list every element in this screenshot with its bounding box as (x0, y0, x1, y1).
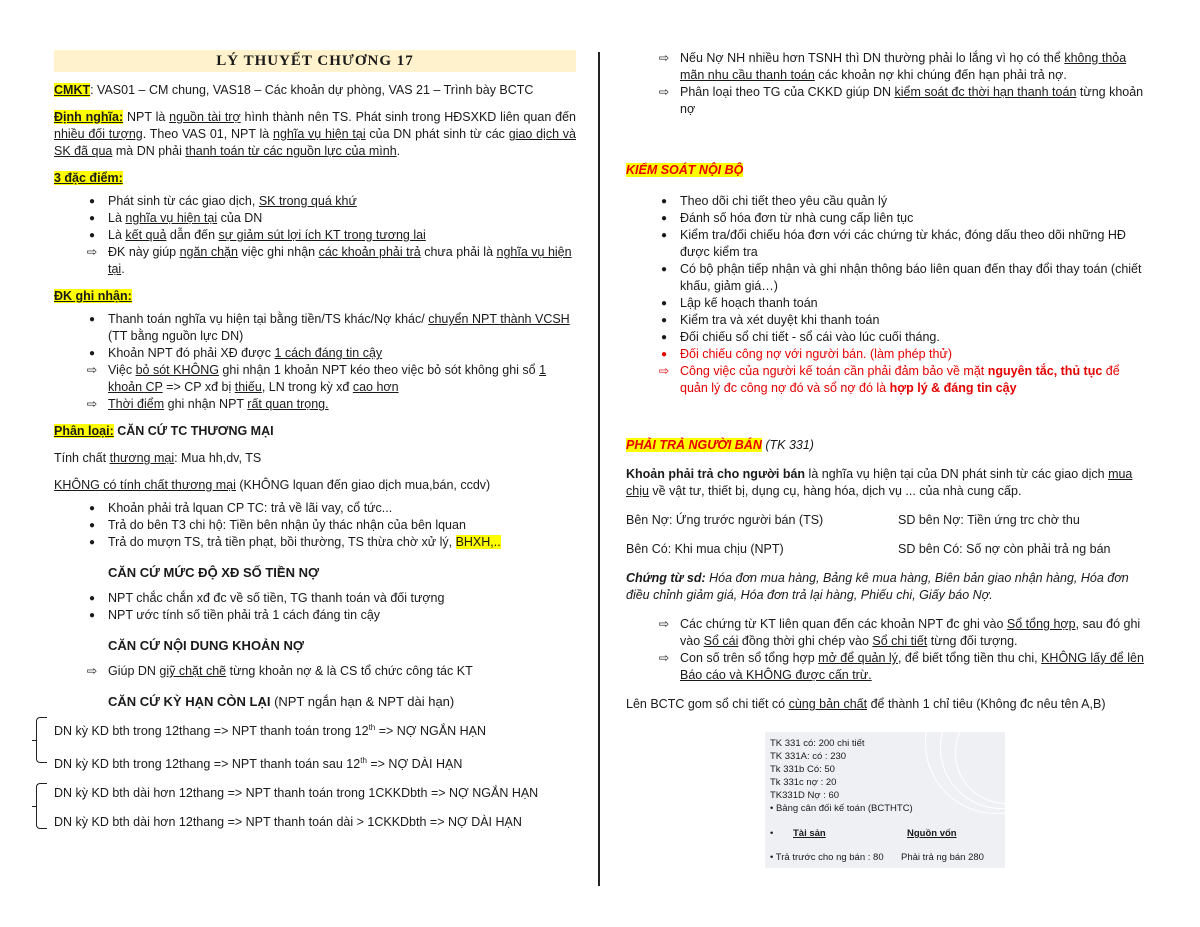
payable-heading (626, 437, 1148, 454)
text: cao hơn (352, 380, 399, 394)
text: thiếu (234, 380, 262, 394)
bullet-icon: ● (660, 349, 668, 360)
text: Là (108, 211, 126, 225)
bullet-icon: ● (660, 213, 668, 224)
text: dẫn đến (166, 228, 219, 242)
def-t6: . (396, 144, 401, 158)
text: Bên Nợ: Ứng trước người bán (TS) (626, 513, 824, 527)
list-item (626, 261, 1148, 295)
text: DN kỳ KD bth trong 12thang => NPT thanh toán trong 12 (54, 724, 369, 739)
bullet-icon: ● (88, 537, 96, 548)
text: từng đối tượng. (927, 634, 1018, 648)
text: CĂN CỨ KỲ HẠN CÒN LẠI (108, 694, 271, 709)
list-item (626, 616, 1148, 650)
term-line-3: DN kỳ KD bth dài hơn 12thang => NPT thanh toán trong 1CKKDbth => NỢ NGẮN HẠN (54, 786, 539, 801)
term-line-1 (54, 719, 576, 740)
text: là nghĩa vụ hiện tại của DN phát sinh từ các giao dịch (805, 467, 1109, 481)
section-amount-title: CĂN CỨ MỨC ĐỘ XĐ SỐ TIỀN NỢ (108, 565, 320, 580)
section-term-title (108, 694, 576, 709)
text: Thời điểm (108, 397, 165, 411)
recognition-heading (54, 288, 576, 305)
text: => NỢ NGẮN HẠN (375, 724, 486, 739)
def-u3: nghĩa vụ hiện tại (273, 127, 366, 141)
text: Là (108, 228, 126, 242)
arrow-icon: ⇨ (86, 363, 98, 377)
text: Lập kế hoạch thanh toán (680, 296, 818, 310)
bullet-icon: ● (88, 610, 96, 621)
text: Phát sinh từ các giao dịch, (108, 194, 259, 208)
text: Đối chiếu sổ chi tiết - sổ cái vào lúc cuối tháng. (680, 330, 940, 344)
list-item (54, 244, 576, 278)
cmkt-text: : VAS01 – CM chung, VAS18 – Các khoản dự phòng, VAS 21 – Trình bày BCTC (90, 83, 534, 97)
text: chưa phải là (420, 245, 497, 259)
bullet-icon: ● (88, 503, 96, 514)
def-t2: hình thành nên TS. Phát sinh trong HĐSXKD liên quan đến (240, 110, 576, 124)
text: Nếu Nợ NH nhiều hơn TSNH thì DN thường phải lo lắng vì họ có thể (680, 51, 1065, 65)
text: nghĩa vụ hiện tại (108, 245, 572, 276)
text: Lên BCTC gom sổ chi tiết có (626, 697, 789, 711)
list-item (54, 311, 576, 345)
def-u5: thanh toán từ các nguồn lực của mình (185, 144, 397, 158)
text: Các chứng từ KT liên quan đến các khoản NPT đc ghi vào (680, 617, 1007, 631)
text: Kiểm tra và xét duyệt khi thanh toán (680, 313, 880, 327)
text: Trả do mượn TS, trả tiền phạt, bồi thường, TS thừa chờ xử lý, (108, 535, 456, 549)
text: từng khoản nợ & là CS tổ chức công tác KT (226, 664, 473, 678)
text: th (368, 723, 376, 732)
bctc-paragraph (626, 696, 1148, 713)
bullet-icon: ● (660, 230, 668, 241)
bullet-icon: ● (660, 298, 668, 309)
text: , sau đó ghi vào (680, 617, 1141, 648)
text: Khoản NPT đó phải XĐ được (108, 346, 275, 360)
text: Khoản phải trả lquan CP TC: trả về lãi vay, cổ tức... (108, 501, 393, 515)
text: 1 khoản CP (108, 363, 547, 394)
text: sự giảm sút lợi ích KT trong tương lai (218, 228, 426, 242)
list-item (54, 210, 576, 227)
list-item (626, 84, 1148, 118)
text: Công việc của người kế toán cần phải đảm bảo về mặt (680, 364, 988, 378)
text: nguyên tắc, thủ tục (987, 364, 1103, 378)
text: kiểm soát đc thời hạn thanh toán (894, 85, 1077, 99)
text: DN kỳ KD bth trong 12thang => NPT thanh toán sau 12 (54, 757, 361, 772)
text: 1 cách đáng tin cậy (274, 346, 383, 360)
text: các khoản phải trả (318, 245, 421, 259)
text: SK trong quá khứ (258, 194, 357, 208)
text: PHẢI TRẢ NGƯỜI BÁN (626, 438, 762, 452)
bullet-icon: ● (660, 332, 668, 343)
page-title: LÝ THUYẾT CHƯƠNG 17 (54, 50, 576, 72)
text: Có bộ phận tiếp nhận và ghi nhận thông báo liên quan đến thay đổi thay toán (chiết khấu, giảm giá…) (680, 262, 1142, 293)
text: SD bên Có: Số nợ còn phải trả ng bán (898, 542, 1111, 556)
text: KHÔNG có tính chất thương mại (54, 478, 236, 492)
list-item (54, 663, 576, 680)
nontrade-list (54, 500, 576, 551)
internal-control-list (626, 193, 1148, 397)
text: Theo dõi chi tiết theo yêu cầu quản lý (680, 194, 888, 208)
text: (NPT ngắn hạn & NPT dài hạn) (270, 694, 455, 709)
text: Sổ chi tiết (872, 634, 928, 648)
text: BHXH,.. (455, 535, 501, 549)
text: Sổ cái (703, 634, 739, 648)
text: th (360, 756, 367, 766)
internal-control-heading (626, 162, 1148, 179)
slide-line: Phải trả ng bán 280 (901, 852, 984, 863)
text: kết quả (125, 228, 167, 242)
def-t4: của DN phát sinh từ các (365, 127, 509, 141)
definition-paragraph (54, 109, 576, 160)
list-item (626, 329, 1148, 346)
recognition-list (54, 311, 576, 413)
text: đồng thời ghi chép vào (738, 634, 873, 648)
text: mở để quản lý (818, 651, 898, 665)
list-item (626, 193, 1148, 210)
list-item (54, 607, 576, 624)
list-item (54, 590, 576, 607)
bullet-icon: ● (660, 315, 668, 326)
slide-line: TK331D Nợ : 60 (770, 790, 840, 801)
nontrade-line (54, 477, 576, 494)
slide-line: Nguồn vốn (907, 828, 957, 839)
text: về vật tư, thiết bị, dụng cụ, hàng hóa, dịch vụ ... của nhà cung cấp. (648, 484, 1022, 498)
term-group-1 (54, 719, 576, 773)
slide-line: TK 331 có: 200 chi tiết (770, 738, 865, 749)
classification-heading (54, 423, 576, 440)
arrow-icon: ⇨ (658, 617, 670, 631)
text: ghi nhận NPT (164, 397, 248, 411)
text: hợp lý & đáng tin cậy (889, 381, 1017, 395)
features-list (54, 193, 576, 278)
brace-icon (36, 717, 47, 763)
slide-line: • Bảng cân đối kế toán (BCTHTC) (770, 803, 913, 814)
text: Đánh số hóa đơn từ nhà cung cấp liên tục (680, 211, 914, 225)
arrow-icon: ⇨ (86, 664, 98, 678)
bullet-icon: ● (88, 314, 96, 325)
list-item (54, 227, 576, 244)
text: ngăn chặn (179, 245, 238, 259)
list-item (54, 362, 576, 396)
text: => CP xđ bị (162, 380, 235, 394)
list-item (54, 500, 576, 517)
list-item (626, 346, 1148, 363)
arrow-icon: ⇨ (658, 651, 670, 665)
text: Sổ tổng hợp (1006, 617, 1076, 631)
text: Chứng từ sd: (626, 571, 706, 585)
text: giỹ chặt chẽ (159, 664, 227, 678)
text: Kiểm tra/đối chiếu hóa đơn với các chứng từ khác, đóng dấu theo dõi những HĐ được kiểm tra (680, 228, 1126, 259)
text: rất quan trọng. (247, 397, 329, 411)
text: => NỢ DÀI HẠN (366, 757, 463, 772)
list-item (54, 193, 576, 210)
right-column (626, 50, 1148, 723)
arrow-icon: ⇨ (658, 51, 670, 65)
arrow-icon: ⇨ (658, 85, 670, 99)
def-u1: nguồn tài trợ (169, 110, 241, 124)
text: , để biết tổng tiền thu chi, (897, 651, 1042, 665)
bullet-icon: ● (88, 348, 96, 359)
text: : Mua hh,dv, TS (174, 451, 262, 465)
amount-list (54, 590, 576, 624)
slide-line: • (770, 828, 774, 839)
term-group-2 (54, 785, 576, 831)
list-item (626, 50, 1148, 84)
def-t1: NPT là (123, 110, 170, 124)
arrow-icon: ⇨ (86, 397, 98, 411)
list-item (54, 517, 576, 534)
column-divider (598, 52, 600, 886)
text: bỏ sót KHÔNG (135, 363, 219, 377)
text: SD bên Nợ: Tiền ứng trc chờ thu (898, 513, 1080, 527)
term-line-2 (54, 752, 576, 773)
def-u2: nhiều đối tượng (54, 127, 143, 141)
list-item (626, 650, 1148, 684)
list-item (54, 534, 576, 551)
text: Phân loại theo TG của CKKD giúp DN (680, 85, 895, 99)
text: chuyển NPT thành VCSH (428, 312, 570, 326)
term-notes-list (626, 50, 1148, 118)
account-slide-image (765, 732, 1005, 868)
list-item (626, 312, 1148, 329)
text: ghi nhận 1 khoản NPT kéo theo việc bỏ sót không ghi sổ (218, 363, 540, 377)
text: mua chịu (626, 467, 1133, 498)
text: từng khoản nợ (680, 85, 1144, 116)
documents-paragraph (626, 570, 1148, 604)
bullet-icon: ● (88, 230, 96, 241)
slide-line: Tk 331b Có: 50 (770, 764, 835, 775)
text: KHÔNG lấy để lên Báo cáo và KHÔNG được cấn trừ. (680, 651, 1144, 682)
slide-line: • Trả trước cho ng bán : 80 (770, 852, 884, 863)
text: không thỏa mãn nhu cầu thanh toán (680, 51, 1127, 82)
list-item (626, 363, 1148, 397)
text: Khoản phải trả cho người bán (626, 467, 806, 481)
list-item (626, 227, 1148, 261)
bullet-icon: ● (660, 196, 668, 207)
text: NPT chắc chắn xđ đc về số tiền, TG thanh toán và đối tượng (108, 591, 445, 605)
bullet-icon: ● (88, 593, 96, 604)
text: (KHÔNG lquan đến giao dịch mua,bán, ccdv) (235, 478, 491, 492)
classification-label: Phân loại: (54, 424, 114, 438)
text: việc ghi nhận (237, 245, 319, 259)
text: Con số trên sổ tổng hợp (680, 651, 819, 665)
payable-definition (626, 466, 1148, 500)
list-item (626, 210, 1148, 227)
text: Tính chất (54, 451, 110, 465)
content-list (54, 663, 576, 680)
trade-line (54, 450, 576, 467)
features-heading (54, 170, 576, 187)
brace-icon (36, 783, 47, 829)
list-item (54, 396, 576, 413)
text: để quản lý đc công nợ đó và sổ nợ đó là (680, 364, 1120, 395)
definition-label: Định nghĩa: (54, 110, 124, 124)
text: (TK 331) (761, 438, 814, 452)
classification-title: CĂN CỨ TC THƯƠNG MẠI (113, 424, 274, 438)
bullet-icon: ● (88, 196, 96, 207)
bullet-icon: ● (88, 520, 96, 531)
text: để thành 1 chỉ tiêu (Không đc nêu tên A,B) (867, 697, 1106, 711)
text: Đối chiếu công nợ với người bán. (làm phép thử) (680, 347, 953, 361)
bullet-icon: ● (88, 213, 96, 224)
debit-row (626, 512, 1148, 529)
text: Bên Có: Khi mua chịu (NPT) (626, 542, 784, 556)
text: . (121, 262, 125, 276)
cmkt-paragraph (54, 82, 576, 99)
arrow-icon: ⇨ (658, 364, 670, 378)
text: Việc (108, 363, 136, 377)
ledger-list (626, 616, 1148, 684)
text: Giúp DN (108, 664, 160, 678)
slide-line: Tài sản (793, 828, 826, 839)
section-content-title: CĂN CỨ NỘI DUNG KHOẢN NỢ (108, 638, 304, 653)
cmkt-label: CMKT (54, 83, 91, 97)
text: KIỂM SOÁT NỘI BỘ (626, 163, 744, 177)
features-label: 3 đặc điểm: (54, 171, 123, 185)
def-t5: mà DN phải (112, 144, 186, 158)
def-t3: . Theo VAS 01, NPT là (142, 127, 273, 141)
list-item (626, 295, 1148, 312)
credit-row (626, 541, 1148, 558)
text: thương mại (109, 451, 175, 465)
text: các khoản nợ khi chúng đến hạn phải trả nợ. (814, 68, 1067, 82)
list-item (54, 345, 576, 362)
text: cùng bản chất (788, 697, 868, 711)
text: Thanh toán nghĩa vụ hiện tại bằng tiền/TS khác/Nợ khác/ (108, 312, 429, 326)
bullet-icon: ● (660, 264, 668, 275)
def-u4: giao dịch và SK đã qua (54, 127, 576, 158)
text: Hóa đơn mua hàng, Bảng kê mua hàng, Biên bản giao nhận hàng, Hóa đơn điều chỉnh giảm giá, Hóa đơn trả lại hàng, Phiếu chi, Giấy báo Nợ. (626, 571, 1129, 602)
text: ĐK này giúp (108, 245, 180, 259)
term-line-4: DN kỳ KD bth dài hơn 12thang => NPT thanh toán dài > 1CKKDbth => NỢ DÀI HẠN (54, 815, 522, 830)
recognition-label: ĐK ghi nhận: (54, 289, 132, 303)
text: Trả do bên T3 chi hộ: Tiền bên nhận ủy thác nhận của bên lquan (108, 518, 466, 532)
text: của DN (217, 211, 263, 225)
arrow-icon: ⇨ (86, 245, 98, 259)
slide-line: TK 331A: có : 230 (770, 751, 847, 762)
left-column (54, 50, 576, 843)
text: nghĩa vụ hiện tại (125, 211, 218, 225)
slide-line: Tk 331c nợ : 20 (770, 777, 837, 788)
text: (TT bằng nguồn lực DN) (108, 329, 244, 343)
text: NPT ước tính số tiền phải trả 1 cách đáng tin cậy (108, 608, 381, 622)
text: , LN trong kỳ xđ (261, 380, 353, 394)
